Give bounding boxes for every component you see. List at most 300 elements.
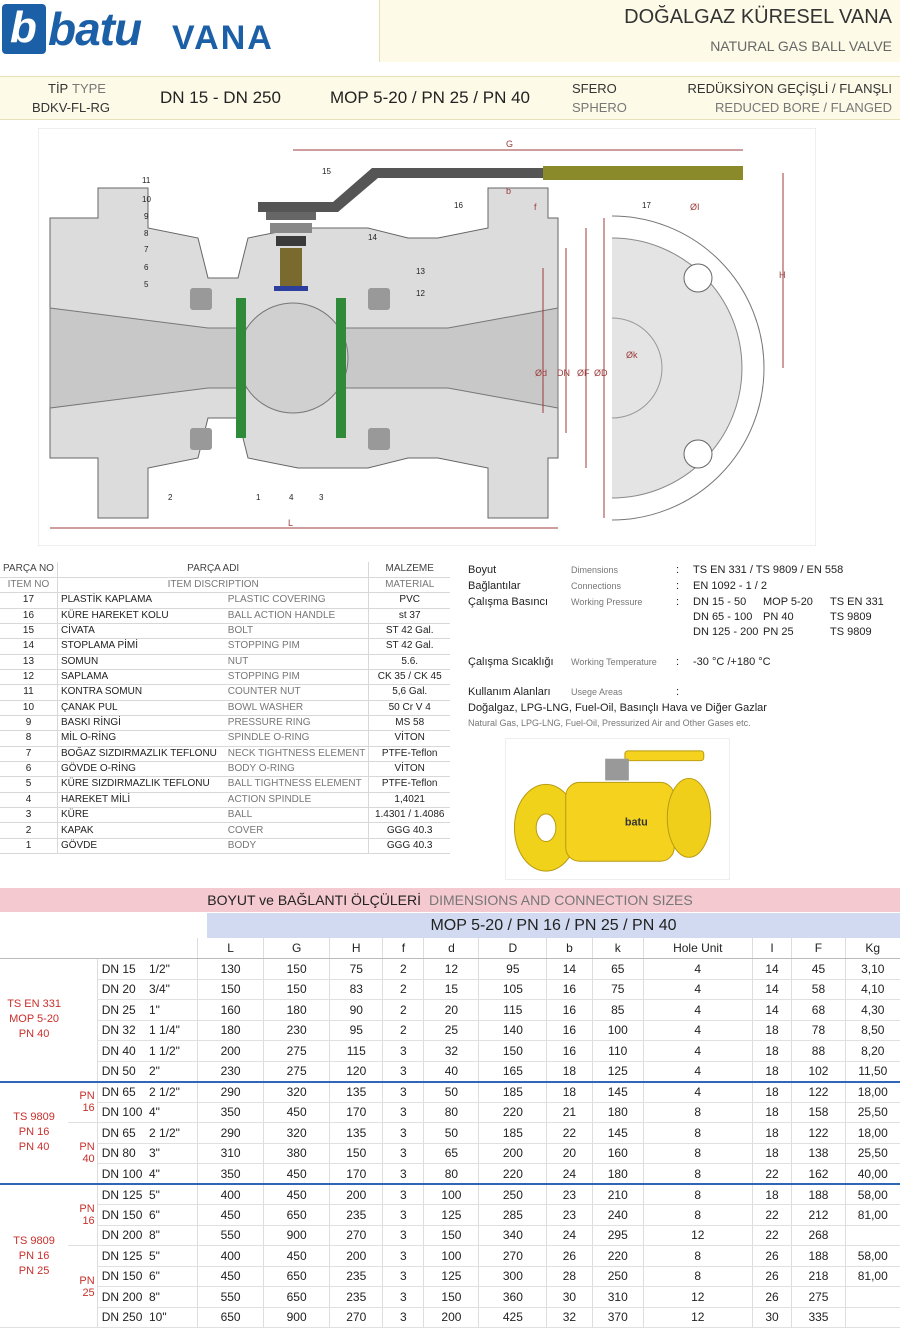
parts-cell-en: STOPPING PIM	[225, 639, 369, 654]
dim-label-l: L	[288, 518, 294, 528]
value-cell: 23	[547, 1205, 592, 1226]
callout-3: 3	[319, 493, 324, 502]
spec-use-label: Kullanım Alanları	[468, 686, 551, 698]
parts-cell-mat: 5.6.	[369, 654, 450, 669]
value-cell: 16	[547, 979, 592, 1000]
value-cell: 11,50	[845, 1061, 900, 1082]
value-cell: 140	[479, 1020, 547, 1041]
parts-cell-tr: CİVATA	[57, 623, 224, 638]
parts-row	[0, 777, 450, 792]
value-cell: 295	[592, 1225, 643, 1246]
value-cell: 78	[792, 1020, 845, 1041]
spec-p1-p: MOP 5-20	[763, 596, 813, 608]
value-cell: 32	[424, 1041, 479, 1062]
dn-cell: DN 100	[97, 1102, 147, 1123]
spec-basinc-label: Çalışma Basıncı	[468, 596, 549, 608]
value-cell: 26	[752, 1246, 792, 1267]
value-cell: 81,00	[845, 1205, 900, 1226]
value-cell: 14	[547, 959, 592, 980]
parts-cell-tr: SAPLAMA	[57, 669, 224, 684]
parts-cell-en: SPINDLE O-RING	[225, 731, 369, 746]
value-cell: 3	[383, 1061, 424, 1082]
parts-cell-en: PLASTIC COVERING	[225, 593, 369, 608]
value-cell: 2	[383, 979, 424, 1000]
value-cell: 22	[547, 1123, 592, 1144]
callout-6: 6	[144, 263, 149, 272]
parts-cell-no: 17	[0, 593, 57, 608]
photo-handle	[625, 751, 704, 761]
parts-cell-no: 7	[0, 746, 57, 761]
value-cell: 150	[424, 1287, 479, 1308]
value-cell: 185	[479, 1082, 547, 1103]
value-cell: 3	[383, 1225, 424, 1246]
value-cell: 300	[479, 1266, 547, 1287]
parts-cell-tr: ÇANAK PUL	[57, 700, 224, 715]
value-cell: 8	[643, 1246, 752, 1267]
value-cell: 122	[792, 1082, 845, 1103]
parts-cell-en: COUNTER NUT	[225, 685, 369, 700]
dimensions-col-header: D	[479, 938, 547, 959]
value-cell: 81,00	[845, 1266, 900, 1287]
dim-label-dn: DN	[557, 368, 570, 378]
value-cell: 150	[264, 959, 330, 980]
pressure-range: MOP 5-20 / PN 25 / PN 40	[330, 88, 530, 107]
value-cell: 550	[198, 1225, 264, 1246]
parts-cell-mat: ST 42 Gal.	[369, 623, 450, 638]
value-cell: 14	[752, 1000, 792, 1021]
value-cell: 650	[198, 1307, 264, 1328]
parts-cell-tr: KÜRE HAREKET KOLU	[57, 608, 224, 623]
value-cell: 12	[643, 1225, 752, 1246]
value-cell: 2	[383, 1000, 424, 1021]
value-cell: 3	[383, 1307, 424, 1328]
parts-cell-tr: HAREKET MİLİ	[57, 792, 224, 807]
value-cell: 95	[479, 959, 547, 980]
value-cell: 135	[330, 1082, 383, 1103]
parts-cell-no: 10	[0, 700, 57, 715]
parts-cell-tr: BASKI RİNGİ	[57, 715, 224, 730]
parts-cell-no: 4	[0, 792, 57, 807]
pn-label: PN 16	[68, 1184, 97, 1246]
parts-cell-no: 5	[0, 777, 57, 792]
value-cell: 450	[264, 1246, 330, 1267]
photo-flange-right	[667, 778, 710, 857]
value-cell: 185	[479, 1123, 547, 1144]
value-cell: 100	[424, 1246, 479, 1267]
parts-row	[0, 685, 450, 700]
parts-cell-no: 16	[0, 608, 57, 623]
head-no-tr: PARÇA NO	[0, 562, 57, 577]
value-cell: 450	[198, 1266, 264, 1287]
inch-cell: 2"	[147, 1061, 198, 1082]
dn-cell: DN 150	[97, 1205, 147, 1226]
value-cell: 22	[752, 1225, 792, 1246]
dn-cell: DN 32	[97, 1020, 147, 1041]
value-cell: 268	[792, 1225, 845, 1246]
value-cell: 21	[547, 1102, 592, 1123]
value-cell: 900	[264, 1225, 330, 1246]
value-cell: 270	[330, 1225, 383, 1246]
dimensions-col-header: I	[752, 938, 792, 959]
parts-cell-mat: 1.4301 / 1.4086	[369, 808, 450, 823]
dimensions-row	[0, 1184, 900, 1205]
parts-cell-tr: KÜRE	[57, 808, 224, 823]
valve-drawing	[38, 128, 816, 546]
parts-row	[0, 669, 450, 684]
parts-cell-mat: 5,6 Gal.	[369, 685, 450, 700]
value-cell: 4	[643, 959, 752, 980]
callout-1: 1	[256, 493, 261, 502]
value-cell: 3	[383, 1041, 424, 1062]
inch-cell: 8"	[147, 1287, 198, 1308]
value-cell: 125	[424, 1205, 479, 1226]
dim-label-d: Ød	[535, 368, 548, 378]
spec-colon-5: :	[676, 686, 680, 698]
value-cell: 24	[547, 1164, 592, 1185]
value-cell: 8	[643, 1164, 752, 1185]
value-cell: 65	[592, 959, 643, 980]
parts-table	[0, 562, 450, 854]
value-cell: 900	[264, 1307, 330, 1328]
value-cell: 105	[479, 979, 547, 1000]
dimensions-row	[0, 1061, 900, 1082]
logo-vana-text: VANA	[172, 19, 274, 57]
value-cell: 90	[330, 1000, 383, 1021]
value-cell: 400	[198, 1246, 264, 1267]
value-cell: 650	[264, 1205, 330, 1226]
value-cell: 210	[592, 1184, 643, 1205]
value-cell: 3	[383, 1123, 424, 1144]
callout-8: 8	[144, 229, 149, 238]
value-cell: 310	[198, 1143, 264, 1164]
parts-cell-mat: PTFE-Teflon	[369, 777, 450, 792]
spec-p3-std: TS 9809	[830, 626, 872, 638]
value-cell: 350	[198, 1164, 264, 1185]
value-cell: 24	[547, 1225, 592, 1246]
inch-cell: 3"	[147, 1143, 198, 1164]
standard-label-line: PN 40	[18, 1141, 50, 1154]
value-cell: 100	[592, 1020, 643, 1041]
spec-colon-3: :	[676, 596, 680, 608]
dimensions-row	[0, 1102, 900, 1123]
value-cell: 22	[752, 1205, 792, 1226]
flange-hole-top	[684, 264, 712, 292]
type-bar	[0, 76, 900, 120]
standard-label-line: PN 40	[18, 1028, 50, 1041]
dn-cell: DN 100	[97, 1164, 147, 1185]
value-cell: 16	[547, 1020, 592, 1041]
value-cell: 170	[330, 1102, 383, 1123]
value-cell: 110	[592, 1041, 643, 1062]
inch-cell: 8"	[147, 1225, 198, 1246]
value-cell: 50	[424, 1082, 479, 1103]
pn-label: PN 40	[68, 1123, 97, 1185]
value-cell: 290	[198, 1082, 264, 1103]
dimensions-row	[0, 959, 900, 980]
value-cell: 30	[752, 1307, 792, 1328]
value-cell: 290	[198, 1123, 264, 1144]
dimensions-header-blank	[0, 938, 198, 959]
value-cell: 68	[792, 1000, 845, 1021]
parts-row	[0, 746, 450, 761]
dimensions-col-header: k	[592, 938, 643, 959]
inch-cell: 2 1/2"	[147, 1082, 198, 1103]
value-cell: 115	[330, 1041, 383, 1062]
dim-label-b: b	[506, 186, 512, 196]
value-cell: 188	[792, 1184, 845, 1205]
value-cell: 285	[479, 1205, 547, 1226]
parts-cell-mat: 50 Cr V 4	[369, 700, 450, 715]
value-cell: 8	[643, 1205, 752, 1226]
parts-row	[0, 838, 450, 853]
parts-cell-no: 15	[0, 623, 57, 638]
spec-p2-std: TS 9809	[830, 611, 872, 623]
value-cell: 18	[752, 1143, 792, 1164]
value-cell: 180	[592, 1164, 643, 1185]
value-cell: 275	[792, 1287, 845, 1308]
value-cell: 4	[643, 1000, 752, 1021]
value-cell: 8	[643, 1123, 752, 1144]
value-cell: 12	[643, 1307, 752, 1328]
stem	[280, 248, 302, 288]
ball	[238, 303, 348, 413]
standard-label-line: MOP 5-20	[9, 1013, 60, 1026]
dimensions-row	[0, 1020, 900, 1041]
parts-row	[0, 731, 450, 746]
inch-cell: 3/4"	[147, 979, 198, 1000]
bolt-bl	[190, 428, 212, 450]
header	[0, 0, 900, 64]
inch-cell: 4"	[147, 1102, 198, 1123]
value-cell: 18	[752, 1102, 792, 1123]
value-cell: 650	[264, 1287, 330, 1308]
dimensions-row	[0, 1266, 900, 1287]
parts-row	[0, 593, 450, 608]
spec-bag-en: Connections	[571, 581, 622, 591]
callout-13: 13	[416, 267, 425, 276]
value-cell: 180	[198, 1020, 264, 1041]
parts-cell-mat: VİTON	[369, 761, 450, 776]
parts-cell-mat: MS 58	[369, 715, 450, 730]
callout-7: 7	[144, 245, 149, 254]
callout-10: 10	[142, 195, 151, 204]
dimensions-header-row	[0, 938, 900, 959]
dim-label-i: ØI	[690, 202, 700, 212]
spec-p3-dn: DN 125 - 200	[693, 626, 759, 638]
stem-oring	[274, 286, 308, 291]
value-cell: 75	[592, 979, 643, 1000]
inch-cell: 6"	[147, 1205, 198, 1226]
value-cell: 270	[330, 1307, 383, 1328]
value-cell: 4	[643, 1020, 752, 1041]
dimensions-title-bar	[0, 888, 900, 912]
value-cell: 320	[264, 1082, 330, 1103]
parts-cell-no: 13	[0, 654, 57, 669]
value-cell: 150	[424, 1225, 479, 1246]
parts-cell-en: NUT	[225, 654, 369, 669]
value-cell: 50	[424, 1123, 479, 1144]
spec-colon-1: :	[676, 564, 680, 576]
value-cell: 3	[383, 1143, 424, 1164]
value-cell: 100	[424, 1184, 479, 1205]
value-cell: 26	[752, 1287, 792, 1308]
dim-label-g: G	[506, 139, 514, 149]
dimensions-col-header: b	[547, 938, 592, 959]
parts-cell-en: ACTION SPINDLE	[225, 792, 369, 807]
value-cell: 40	[424, 1061, 479, 1082]
reduced-tr: REDÜKSİYON GEÇİŞLİ / FLANŞLI	[687, 81, 892, 96]
value-cell: 8	[643, 1143, 752, 1164]
spec-p3-p: PN 25	[763, 626, 794, 638]
parts-row	[0, 808, 450, 823]
dimensions-row	[0, 1082, 900, 1103]
value-cell: 18,00	[845, 1082, 900, 1103]
spec-colon-2: :	[676, 580, 680, 592]
spec-boyut-label: Boyut	[468, 564, 497, 576]
head-name-tr: PARÇA ADI	[57, 562, 368, 577]
dn-cell: DN 80	[97, 1143, 147, 1164]
parts-row	[0, 715, 450, 730]
parts-cell-en: BODY	[225, 838, 369, 853]
value-cell: 145	[592, 1082, 643, 1103]
dimensions-row	[0, 1000, 900, 1021]
spec-p2-dn: DN 65 - 100	[693, 611, 753, 623]
value-cell: 425	[479, 1307, 547, 1328]
inch-cell: 1 1/2"	[147, 1041, 198, 1062]
spec-use-value-tr: Doğalgaz, LPG-LNG, Fuel-Oil, Basınçlı Hava ve Diğer Gazlar	[468, 702, 767, 714]
dimensions-row	[0, 1164, 900, 1185]
dn-cell: DN 125	[97, 1246, 147, 1267]
dimensions-col-header: L	[198, 938, 264, 959]
value-cell: 150	[264, 979, 330, 1000]
spec-use-en: Usege Areas	[571, 687, 623, 697]
sfero-label: SFERO	[572, 81, 617, 96]
page-subtitle: NATURAL GAS BALL VALVE	[710, 38, 892, 54]
parts-cell-mat: ST 42 Gal.	[369, 639, 450, 654]
head-no-en: ITEM NO	[0, 577, 57, 592]
value-cell: 12	[424, 959, 479, 980]
dimensions-col-header: Kg	[845, 938, 900, 959]
dn-range: DN 15 - DN 250	[160, 88, 281, 107]
spec-use-value-en: Natural Gas, LPG-LNG, Fuel-Oil, Pressurized Air and Other Gases etc.	[468, 718, 751, 728]
inch-cell: 4"	[147, 1164, 198, 1185]
value-cell: 360	[479, 1287, 547, 1308]
value-cell: 23	[547, 1184, 592, 1205]
parts-cell-en: BOLT	[225, 623, 369, 638]
value-cell: 235	[330, 1266, 383, 1287]
value-cell: 8	[643, 1184, 752, 1205]
parts-row	[0, 792, 450, 807]
value-cell: 58	[792, 979, 845, 1000]
value-cell: 145	[592, 1123, 643, 1144]
type-code: BDKV-FL-RG	[32, 100, 111, 115]
value-cell: 335	[792, 1307, 845, 1328]
parts-cell-tr: PLASTİK KAPLAMA	[57, 593, 224, 608]
callout-4: 4	[289, 493, 294, 502]
dimensions-row	[0, 1143, 900, 1164]
value-cell: 150	[330, 1143, 383, 1164]
value-cell: 18	[547, 1082, 592, 1103]
parts-cell-tr: GÖVDE O-RİNG	[57, 761, 224, 776]
spec-boyut-en: Dimensions	[571, 565, 619, 575]
dn-cell: DN 150	[97, 1266, 147, 1287]
value-cell: 45	[792, 959, 845, 980]
head-mat-en: MATERIAL	[369, 577, 450, 592]
parts-cell-mat: GGG 40.3	[369, 838, 450, 853]
value-cell: 188	[792, 1246, 845, 1267]
callout-12: 12	[416, 289, 425, 298]
value-cell: 28	[547, 1266, 592, 1287]
stem-washer	[270, 223, 312, 233]
value-cell: 26	[752, 1266, 792, 1287]
parts-cell-mat: CK 35 / CK 45	[369, 669, 450, 684]
mop-bar: MOP 5-20 / PN 16 / PN 25 / PN 40	[207, 913, 900, 938]
callout-16: 16	[454, 201, 463, 210]
value-cell	[845, 1225, 900, 1246]
parts-cell-no: 8	[0, 731, 57, 746]
value-cell: 18	[752, 1020, 792, 1041]
value-cell: 18	[752, 1082, 792, 1103]
bolt-tl	[190, 288, 212, 310]
spec-p2-p: PN 40	[763, 611, 794, 623]
page-title: DOĞALGAZ KÜRESEL VANA	[624, 6, 892, 28]
stem-ring	[276, 236, 306, 246]
spec-temp-value: -30 °C /+180 °C	[693, 656, 771, 668]
reduced-en: REDUCED BORE / FLANGED	[715, 100, 892, 115]
value-cell: 58,00	[845, 1246, 900, 1267]
value-cell: 3	[383, 1205, 424, 1226]
parts-cell-en: COVER	[225, 823, 369, 838]
value-cell: 3	[383, 1102, 424, 1123]
value-cell: 380	[264, 1143, 330, 1164]
value-cell: 8	[643, 1102, 752, 1123]
value-cell: 162	[792, 1164, 845, 1185]
value-cell: 18	[752, 1041, 792, 1062]
callout-11: 11	[142, 176, 151, 185]
inch-cell: 2 1/2"	[147, 1123, 198, 1144]
spec-bag-label: Bağlantılar	[468, 580, 521, 592]
value-cell: 3	[383, 1082, 424, 1103]
pn-label: PN 25	[68, 1246, 97, 1328]
value-cell: 25,50	[845, 1143, 900, 1164]
dimensions-col-header: H	[330, 938, 383, 959]
value-cell: 102	[792, 1061, 845, 1082]
value-cell: 25,50	[845, 1102, 900, 1123]
spec-temp-en: Working Temperature	[571, 657, 657, 667]
dimensions-title-en: DIMENSIONS AND CONNECTION SIZES	[429, 892, 693, 908]
dn-cell: DN 40	[97, 1041, 147, 1062]
parts-cell-en: BALL ACTION HANDLE	[225, 608, 369, 623]
value-cell: 2	[383, 1020, 424, 1041]
parts-row	[0, 823, 450, 838]
value-cell: 25	[424, 1020, 479, 1041]
dim-label-h: H	[779, 270, 786, 280]
value-cell: 125	[424, 1266, 479, 1287]
value-cell: 8,50	[845, 1020, 900, 1041]
spec-boyut-value: TS EN 331 / TS 9809 / EN 558	[693, 564, 844, 576]
dimensions-row	[0, 1205, 900, 1226]
bolt-tr	[368, 288, 390, 310]
value-cell: 8,20	[845, 1041, 900, 1062]
value-cell: 80	[424, 1102, 479, 1123]
callout-17: 17	[642, 201, 651, 210]
value-cell: 450	[198, 1205, 264, 1226]
value-cell: 4	[643, 1082, 752, 1103]
photo-brand-text: batu	[624, 816, 648, 829]
dimensions-col-header: F	[792, 938, 845, 959]
value-cell: 180	[264, 1000, 330, 1021]
inch-cell: 1 1/4"	[147, 1020, 198, 1041]
